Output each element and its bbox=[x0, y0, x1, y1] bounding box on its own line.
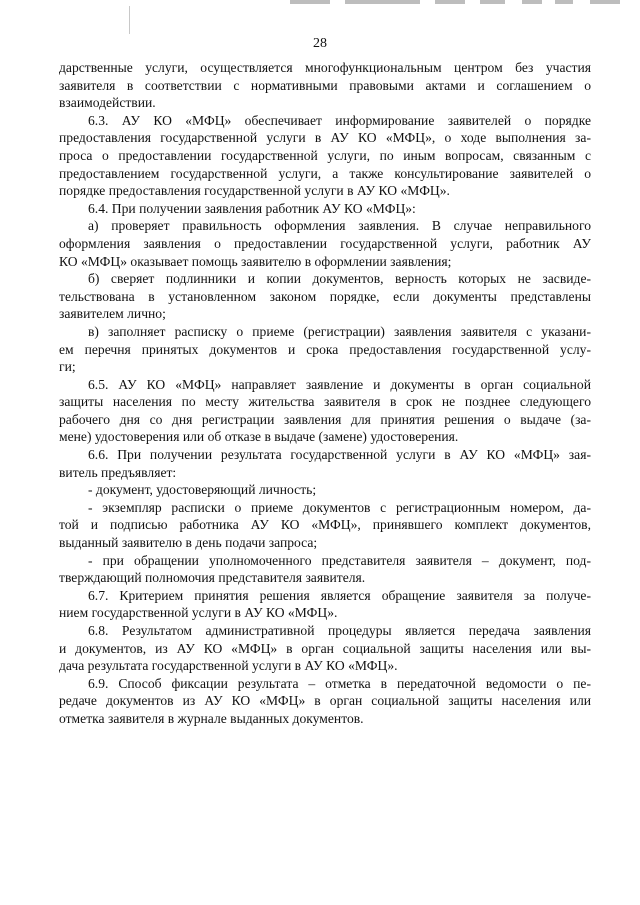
text-line: 6.6. При получении результата государственной услуги в АУ КО «МФЦ» зая- bbox=[88, 447, 591, 463]
text-line: взаимодействии. bbox=[59, 95, 156, 111]
text-line: 6.4. При получении заявления работник АУ КО «МФЦ»: bbox=[88, 200, 416, 216]
text-line: проса о предоставлении государственной услуги, по иным вопросам, связанным с bbox=[59, 147, 591, 163]
text-line: той и подписью работника АУ КО «МФЦ», принявшего комплект документов, bbox=[59, 517, 591, 533]
text-line: в) заполняет расписку о приеме (регистрации) заявления заявителя с указани- bbox=[88, 323, 591, 339]
text-line: порядке предоставления государственной услуги в АУ КО «МФЦ». bbox=[59, 183, 450, 199]
text-line: б) сверяет подлинники и копии документов, верность которых не засвиде- bbox=[88, 271, 591, 287]
scan-artifact bbox=[290, 0, 640, 10]
text-line: витель предъявляет: bbox=[59, 464, 177, 480]
text-line: отметка заявителя в журнале выданных документов. bbox=[59, 710, 364, 726]
text-line: выданный заявителю в день подачи запроса; bbox=[59, 535, 318, 551]
page-number: 28 bbox=[313, 36, 327, 51]
text-line: мене) удостоверения или об отказе в выдаче (замене) удостоверения. bbox=[59, 429, 459, 445]
text-line: 6.9. Способ фиксации результата – отметка в передаточной ведомости о пе- bbox=[88, 675, 591, 691]
text-line: 6.5. АУ КО «МФЦ» направляет заявление и документы в орган социальной bbox=[88, 376, 591, 392]
text-line: - при обращении уполномоченного представителя заявителя – документ, под- bbox=[88, 552, 591, 568]
text-line: тверждающий полномочия представителя заявителя. bbox=[59, 570, 366, 586]
scan-line bbox=[129, 6, 130, 34]
text-line: ем перечня принятых документов и срока предоставления государственной услу- bbox=[59, 341, 591, 357]
text-line: а) проверяет правильность оформления заявления. В случае неправильного bbox=[88, 218, 591, 234]
text-line: нием государственной услуги в АУ КО «МФЦ». bbox=[59, 605, 338, 621]
text-line: 6.7. Критерием принятия решения является обращение заявителя за получе- bbox=[88, 587, 591, 603]
text-line: и документов, из АУ КО «МФЦ» в орган социальной защиты населения или вы- bbox=[59, 640, 591, 656]
text-line: дарственные услуги, осуществляется многофункциональным центром без участия bbox=[59, 60, 591, 75]
text-line: заявителя в соответствии с нормативными правовыми актами и соглашением о bbox=[59, 77, 591, 93]
text-line: защиты населения по месту жительства заявителя в срок не позднее следующего bbox=[59, 394, 591, 410]
text-line: КО «МФЦ» оказывает помощь заявителю в оформлении заявления; bbox=[59, 253, 452, 269]
text-line: - документ, удостоверяющий личность; bbox=[88, 482, 317, 498]
text-line: оформления заявления о предоставлении государственной услуги, работник АУ bbox=[59, 235, 591, 251]
text-line: редаче документов из АУ КО «МФЦ» в орган социальной защиты населения или bbox=[59, 693, 591, 709]
text-line: - экземпляр расписки о приеме документов с регистрационным номером, да- bbox=[88, 499, 591, 515]
text-line: 6.3. АУ КО «МФЦ» обеспечивает информирование заявителей о порядке bbox=[88, 112, 591, 128]
document-body bbox=[59, 59, 591, 728]
text-line: тельствована в установленном законом порядке, если документы представлены bbox=[59, 288, 591, 304]
text-line: 6.8. Результатом административной процедуры является передача заявления bbox=[88, 623, 591, 638]
text-line: дача результата государственной услуги в АУ КО «МФЦ». bbox=[59, 658, 398, 674]
text-line: рабочего дня со дня регистрации заявления для принятия решения о выдаче (за- bbox=[59, 411, 591, 427]
text-line: ги; bbox=[59, 359, 76, 375]
text-line: предоставления государственной услуги в АУ КО «МФЦ», о ходе выполнения за- bbox=[59, 130, 591, 146]
text-line: предоставлением государственной услуги, а также консультирование заявителей о bbox=[59, 165, 591, 181]
text-line: заявителем лично; bbox=[59, 306, 166, 322]
